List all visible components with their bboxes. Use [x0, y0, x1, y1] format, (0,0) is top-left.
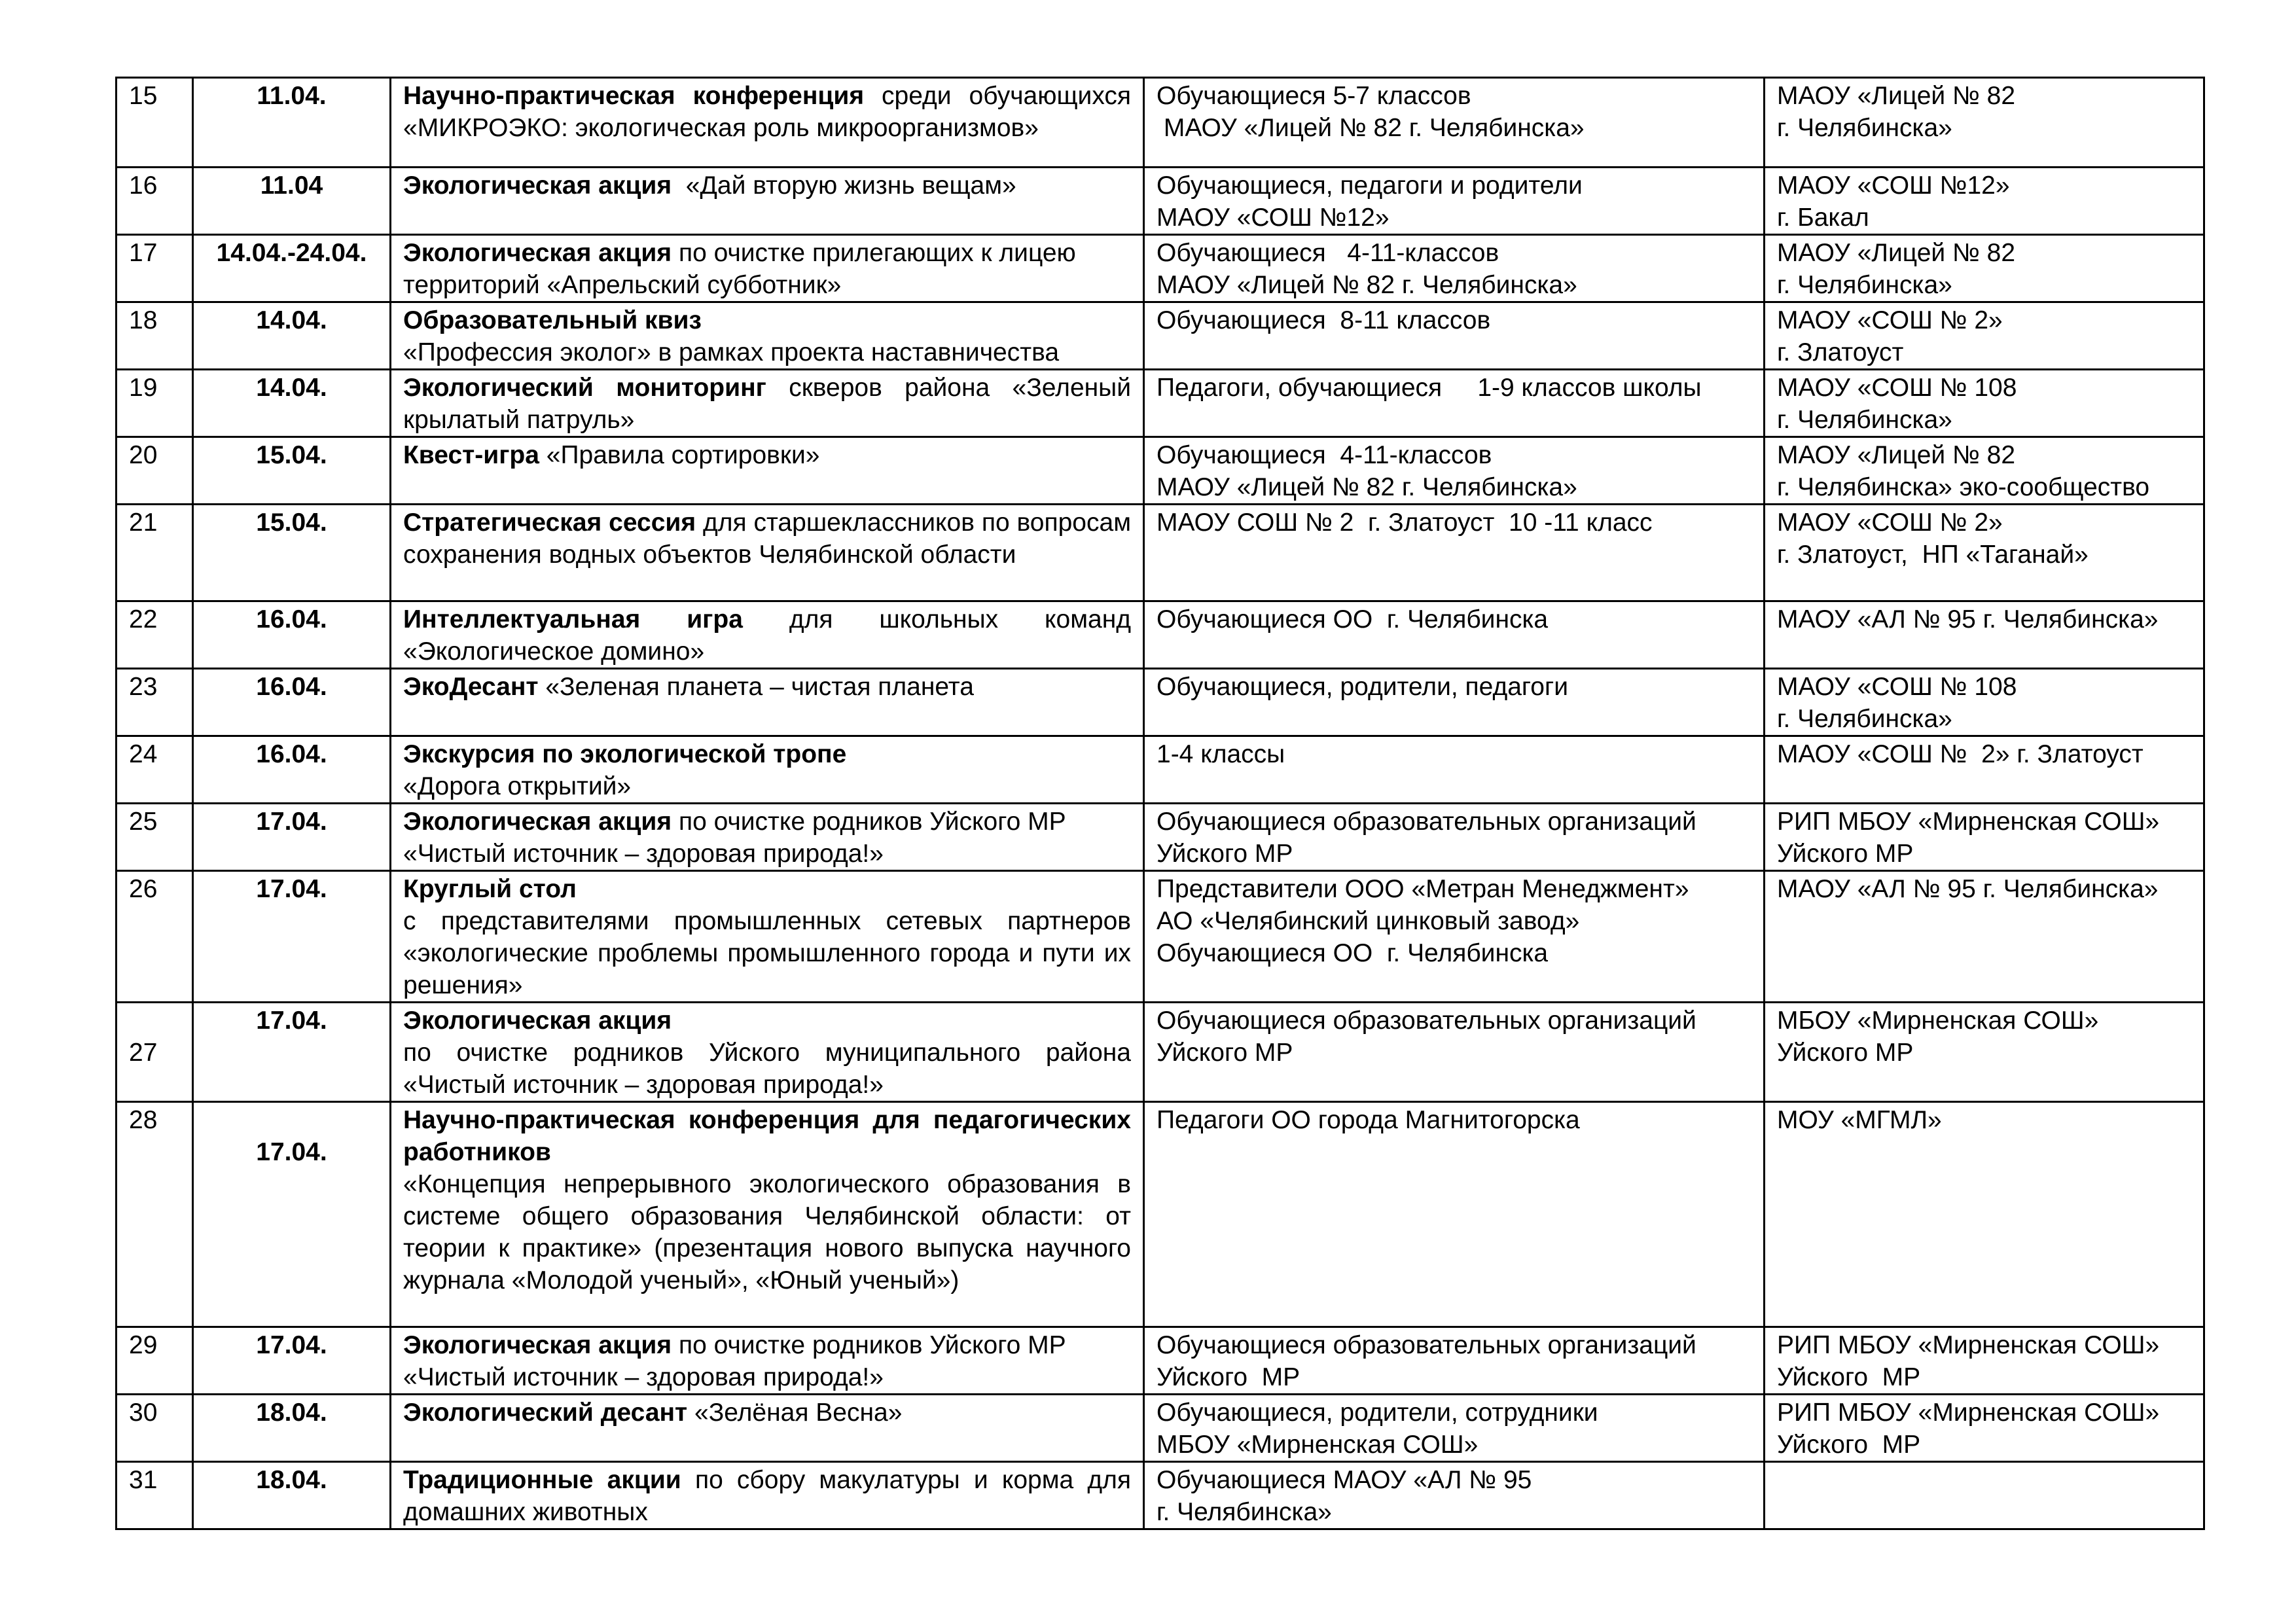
row-number: 16	[117, 168, 193, 235]
organizer	[1765, 505, 2204, 601]
event-text: «Зелёная Весна»	[687, 1399, 903, 1427]
organizer-line: МАОУ «СОШ №12»	[1777, 171, 2010, 200]
event-text: скверов района «Зеленый крылатый патруль»	[403, 374, 1131, 434]
organizer-line: Уйского МР	[1777, 1363, 1921, 1391]
event-text: «Зеленая планета – чистая планета	[538, 673, 974, 701]
participants	[1144, 1003, 1765, 1102]
participants-line: МАОУ СОШ № 2 г. Златоуст 10 -11 класс	[1157, 508, 1653, 537]
participants	[1144, 736, 1765, 804]
event-date: 17.04.	[193, 1327, 391, 1395]
participants	[1144, 302, 1765, 370]
organizer-line: МАОУ «Лицей № 82	[1777, 239, 2016, 267]
participants	[1144, 1102, 1765, 1327]
event-title: Интеллектуальная игра	[403, 605, 743, 633]
participants	[1144, 78, 1765, 168]
event-date: 16.04.	[193, 669, 391, 736]
event-text: «Дай вторую жизнь вещам»	[672, 171, 1016, 200]
event-date: 14.04.	[193, 370, 391, 437]
event-description	[391, 804, 1144, 871]
event-title: Научно-практическая конференция для педагогических работников	[403, 1106, 1131, 1166]
participants-line: Обучающиеся образовательных организаций	[1157, 808, 1696, 836]
organizer	[1765, 1462, 2204, 1529]
event-title: Круглый стол	[403, 875, 577, 903]
participants-line: Обучающиеся, педагоги и родители	[1157, 171, 1583, 200]
event-date: 16.04.	[193, 736, 391, 804]
row-number: 19	[117, 370, 193, 437]
organizer-line: г. Челябинска» эко-сообщество	[1777, 473, 2150, 501]
table-row	[117, 804, 2204, 871]
participants-line: Обучающиеся, родители, педагоги	[1157, 673, 1568, 701]
organizer	[1765, 804, 2204, 871]
participants-line: Обучающиеся ОО г. Челябинска	[1157, 939, 1549, 967]
row-number: 21	[117, 505, 193, 601]
event-text: по сбору макулатуры и корма для домашних животных	[403, 1466, 1132, 1526]
event-description	[391, 1462, 1144, 1529]
row-number: 24	[117, 736, 193, 804]
organizer-line: РИП МБОУ «Мирненская СОШ»	[1777, 1331, 2160, 1359]
organizer	[1765, 1327, 2204, 1395]
organizer-line: МАОУ «АЛ № 95 г. Челябинска»	[1777, 605, 2159, 633]
event-title: Квест-игра	[403, 441, 539, 469]
event-title: Экологическая акция	[403, 239, 672, 267]
participants-line: Представители ООО «Метран Менеджмент»	[1157, 875, 1689, 903]
event-title: Экскурсия по экологической тропе	[403, 740, 847, 768]
table-row	[117, 1003, 2204, 1102]
participants-line: МАОУ «Лицей № 82 г. Челябинска»	[1157, 114, 1585, 142]
table-row	[117, 437, 2204, 505]
participants-line: МАОУ «СОШ №12»	[1157, 204, 1390, 232]
organizer-line: МАОУ «СОШ № 2» г. Златоуст	[1777, 740, 2144, 768]
participants	[1144, 669, 1765, 736]
table-row	[117, 736, 2204, 804]
event-text: среди обучающихся «МИКРОЭКО: экологическая роль микроорганизмов»	[403, 82, 1132, 142]
participants-line: Педагоги ОО города Магнитогорска	[1157, 1106, 1580, 1134]
organizer-line: РИП МБОУ «Мирненская СОШ»	[1777, 1399, 2160, 1427]
organizer-line: г. Челябинска»	[1777, 114, 1952, 142]
participants	[1144, 1395, 1765, 1462]
participants-line: Педагоги, обучающиеся 1-9 классов школы	[1157, 374, 1702, 402]
event-title: Образовательный квиз	[403, 306, 702, 334]
participants-line: Обучающиеся образовательных организаций	[1157, 1007, 1696, 1035]
event-title: Экологическая акция	[403, 1007, 672, 1035]
event-title: Экологическая акция	[403, 1331, 672, 1359]
event-date: 16.04.	[193, 601, 391, 669]
row-number: 31	[117, 1462, 193, 1529]
participants-line: Обучающиеся 4-11-классов	[1157, 239, 1499, 267]
event-title: Научно-практическая конференция	[403, 82, 865, 110]
participants-line: Обучающиеся 5-7 классов	[1157, 82, 1471, 110]
organizer-line: Уйского МР	[1777, 1431, 1921, 1459]
event-date: 15.04.	[193, 437, 391, 505]
event-text: по очистке родников Уйского МР «Чистый источник – здоровая природа!»	[403, 808, 1066, 868]
participants-line: Обучающиеся ОО г. Челябинска	[1157, 605, 1549, 633]
table-row	[117, 370, 2204, 437]
organizer-line: г. Челябинска»	[1777, 271, 1952, 299]
events-table	[115, 77, 2205, 1530]
organizer	[1765, 302, 2204, 370]
participants	[1144, 601, 1765, 669]
event-date: 18.04.	[193, 1395, 391, 1462]
organizer-line: г. Златоуст	[1777, 338, 1904, 366]
participants-line: МАОУ «Лицей № 82 г. Челябинска»	[1157, 271, 1577, 299]
organizer-line: МАОУ «Лицей № 82	[1777, 82, 2016, 110]
organizer	[1765, 736, 2204, 804]
participants	[1144, 505, 1765, 601]
event-text: «Профессия эколог» в рамках проекта наставничества	[403, 338, 1060, 366]
organizer-line: МАОУ «СОШ № 2»	[1777, 508, 2003, 537]
table-row	[117, 505, 2204, 601]
event-date: 11.04.	[193, 78, 391, 168]
participants	[1144, 1462, 1765, 1529]
row-number: 25	[117, 804, 193, 871]
participants-line: АО «Челябинский цинковый завод»	[1157, 907, 1580, 935]
row-number: 30	[117, 1395, 193, 1462]
table-row	[117, 78, 2204, 168]
event-description	[391, 601, 1144, 669]
event-date-text: 17.04.	[256, 1138, 327, 1166]
organizer	[1765, 235, 2204, 302]
event-description	[391, 1003, 1144, 1102]
event-date: 17.04.	[193, 804, 391, 871]
event-title: Экологический десант	[403, 1399, 688, 1427]
participants-line: Уйского МР	[1157, 1039, 1293, 1067]
event-description	[391, 168, 1144, 235]
participants-line: Обучающиеся МАОУ «АЛ № 95	[1157, 1466, 1532, 1494]
participants-line: Обучающиеся, родители, сотрудники	[1157, 1399, 1598, 1427]
participants	[1144, 370, 1765, 437]
row-number: 15	[117, 78, 193, 168]
participants-line: МБОУ «Мирненская СОШ»	[1157, 1431, 1479, 1459]
row-number: 29	[117, 1327, 193, 1395]
table-row	[117, 1462, 2204, 1529]
organizer-line: МАОУ «АЛ № 95 г. Челябинска»	[1777, 875, 2159, 903]
organizer-line: МАОУ «Лицей № 82	[1777, 441, 2016, 469]
organizer-line: РИП МБОУ «Мирненская СОШ»	[1777, 808, 2160, 836]
participants-line: Уйского МР	[1157, 840, 1293, 868]
participants-line: Уйского МР	[1157, 1363, 1300, 1391]
organizer	[1765, 78, 2204, 168]
event-text: для старшеклассников по вопросам сохранения водных объектов Челябинской области	[403, 508, 1132, 569]
row-number-text: 27	[129, 1039, 158, 1067]
participants-line: Обучающиеся 4-11-классов	[1157, 441, 1492, 469]
event-text: с представителями промышленных сетевых партнеров «экологические проблемы промышленного города и пути их решения»	[403, 907, 1131, 999]
organizer-line: Уйского МР	[1777, 840, 1914, 868]
participants-line: МАОУ «Лицей № 82 г. Челябинска»	[1157, 473, 1577, 501]
participants-line: 1-4 классы	[1157, 740, 1285, 768]
participants	[1144, 168, 1765, 235]
event-text: «Концепция непрерывного экологического образования в системе общего образования Челябинской области: от теории к практике» (презентация нового выпуска научного журнала «Молодой ученый», «Юный ученый»)	[403, 1170, 1131, 1294]
event-date: 14.04.-24.04.	[193, 235, 391, 302]
event-description	[391, 235, 1144, 302]
event-description	[391, 871, 1144, 1003]
table-row	[117, 235, 2204, 302]
organizer	[1765, 669, 2204, 736]
event-text: «Дорога открытий»	[403, 772, 632, 800]
participants-line: Обучающиеся 8-11 классов	[1157, 306, 1491, 334]
event-description	[391, 437, 1144, 505]
event-description	[391, 1395, 1144, 1462]
organizer-line: МАОУ «СОШ № 108	[1777, 374, 2017, 402]
participants	[1144, 804, 1765, 871]
event-date: 11.04	[193, 168, 391, 235]
participants	[1144, 871, 1765, 1003]
row-number: 18	[117, 302, 193, 370]
participants	[1144, 437, 1765, 505]
event-description	[391, 505, 1144, 601]
event-title: Экологическая акция	[403, 171, 672, 200]
participants-line: г. Челябинска»	[1157, 1498, 1332, 1526]
organizer-line: МАОУ «СОШ № 2»	[1777, 306, 2003, 334]
table-row	[117, 871, 2204, 1003]
event-title: Традиционные акции	[403, 1466, 681, 1494]
event-description	[391, 1102, 1144, 1327]
table-row	[117, 168, 2204, 235]
table-row	[117, 302, 2204, 370]
row-number: 28	[117, 1102, 193, 1327]
organizer	[1765, 1102, 2204, 1327]
row-number: 23	[117, 669, 193, 736]
event-title: Стратегическая сессия	[403, 508, 696, 537]
event-date: 17.04.	[193, 871, 391, 1003]
participants-line: Обучающиеся образовательных организаций	[1157, 1331, 1696, 1359]
participants	[1144, 235, 1765, 302]
table-row	[117, 1102, 2204, 1327]
organizer	[1765, 168, 2204, 235]
organizer	[1765, 601, 2204, 669]
event-text: «Правила сортировки»	[539, 441, 820, 469]
organizer	[1765, 1395, 2204, 1462]
organizer-line: г. Златоуст, НП «Таганай»	[1777, 541, 2089, 569]
event-description	[391, 370, 1144, 437]
event-title: ЭкоДесант	[403, 673, 539, 701]
event-title: Экологическая акция	[403, 808, 672, 836]
event-date	[193, 1102, 391, 1327]
event-description	[391, 1327, 1144, 1395]
row-number: 17	[117, 235, 193, 302]
organizer-line: г. Челябинска»	[1777, 705, 1952, 733]
row-number	[117, 1003, 193, 1102]
organizer-line: г. Бакал	[1777, 204, 1869, 232]
organizer	[1765, 370, 2204, 437]
row-number: 26	[117, 871, 193, 1003]
organizer-line: МАОУ «СОШ № 108	[1777, 673, 2017, 701]
event-title: Экологический мониторинг	[403, 374, 766, 402]
table-row	[117, 1395, 2204, 1462]
event-date: 15.04.	[193, 505, 391, 601]
event-date: 14.04.	[193, 302, 391, 370]
table-row	[117, 1327, 2204, 1395]
participants	[1144, 1327, 1765, 1395]
organizer	[1765, 437, 2204, 505]
organizer-line: МБОУ «Мирненская СОШ»	[1777, 1007, 2099, 1035]
table-row	[117, 601, 2204, 669]
table-row	[117, 669, 2204, 736]
event-text: по очистке родников Уйского муниципального района «Чистый источник – здоровая природа!»	[403, 1039, 1131, 1099]
event-text: по очистке родников Уйского МР «Чистый источник – здоровая природа!»	[403, 1331, 1066, 1391]
organizer	[1765, 871, 2204, 1003]
event-date: 18.04.	[193, 1462, 391, 1529]
event-date: 17.04.	[193, 1003, 391, 1102]
event-description	[391, 78, 1144, 168]
event-text: по очистке прилегающих к лицею территорий «Апрельский субботник»	[403, 239, 1076, 299]
event-description	[391, 669, 1144, 736]
event-description	[391, 302, 1144, 370]
organizer-line: г. Челябинска»	[1777, 406, 1952, 434]
row-number: 22	[117, 601, 193, 669]
organizer	[1765, 1003, 2204, 1102]
organizer-line: Уйского МР	[1777, 1039, 1914, 1067]
organizer-line: МОУ «МГМЛ»	[1777, 1106, 1942, 1134]
row-number: 20	[117, 437, 193, 505]
event-description	[391, 736, 1144, 804]
event-text: для школьных команд «Экологическое домино»	[403, 605, 1131, 666]
